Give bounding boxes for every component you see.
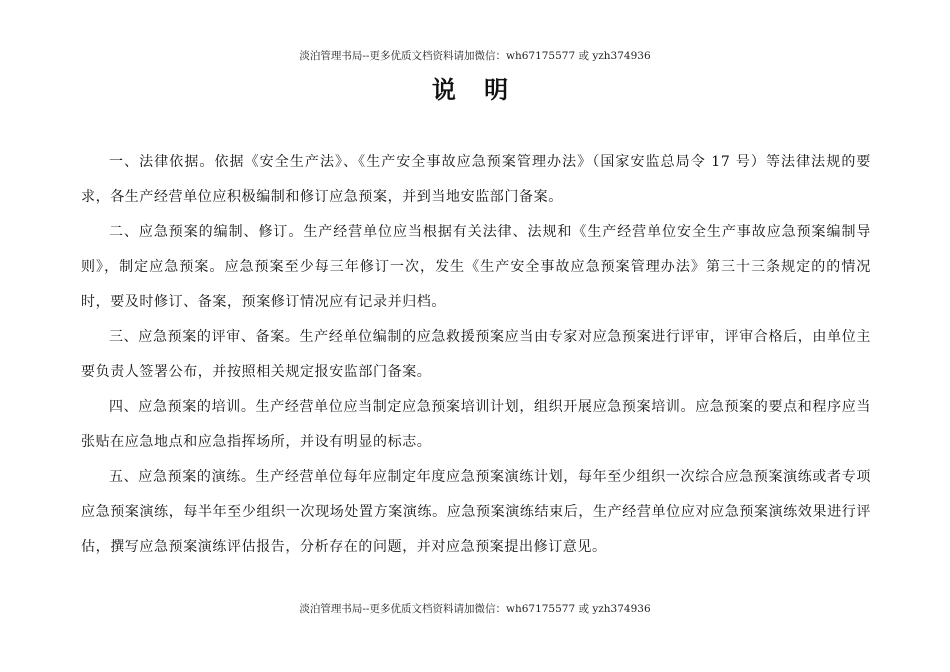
page-title: 说 明 (431, 76, 519, 104)
paragraph-drills: 五、应急预案的演练。生产经营单位每年应制定年度应急预案演练计划，每年至少组织一次综合应急预案演练或者专项应急预案演练，每半年至少组织一次现场处置方案演练。应急预案演练结束后，生产经营单位应对应急预案演练效果进行评估，撰写应急预案演练评估报告，分析存在的问题，并对应急预案提出修订意见。 (81, 469, 871, 555)
paragraph-training: 四、应急预案的培训。生产经营单位应当制定应急预案培训计划，组织开展应急预案培训。应急预案的要点和程序应当张贴在应急地点和应急指挥场所，并设有明显的标志。 (81, 399, 871, 450)
header-note: 淡泊管理书局--更多优质文档资料请加微信：wh67175577 或 yzh374936 (299, 50, 651, 62)
paragraph-legal-basis: 一、法律依据。依据《安全生产法》、《生产安全事故应急预案管理办法》（国家安监总局令 17 号）等法律法规的要求，各生产经营单位应积极编制和修订应急预案，并到当地安监部门备案。 (81, 154, 871, 205)
document-body (81, 145, 871, 565)
paragraph-review-filing: 三、应急预案的评审、备案。生产经单位编制的应急救援预案应当由专家对应急预案进行评审，评审合格后，由单位主要负责人签署公布，并按照相关规定报安监部门备案。 (81, 329, 871, 380)
footer-note: 淡泊管理书局--更多优质文档资料请加微信：wh67175577 或 yzh374936 (299, 603, 651, 615)
paragraph-compilation-revision: 二、应急预案的编制、修订。生产经营单位应当根据有关法律、法规和《生产经营单位安全生产事故应急预案编制导则》，制定应急预案。应急预案至少每三年修订一次，发生《生产安全事故应急预案管理办法》第三十三条规定的的情况时，要及时修订、备案，预案修订情况应有记录并归档。 (81, 224, 871, 310)
